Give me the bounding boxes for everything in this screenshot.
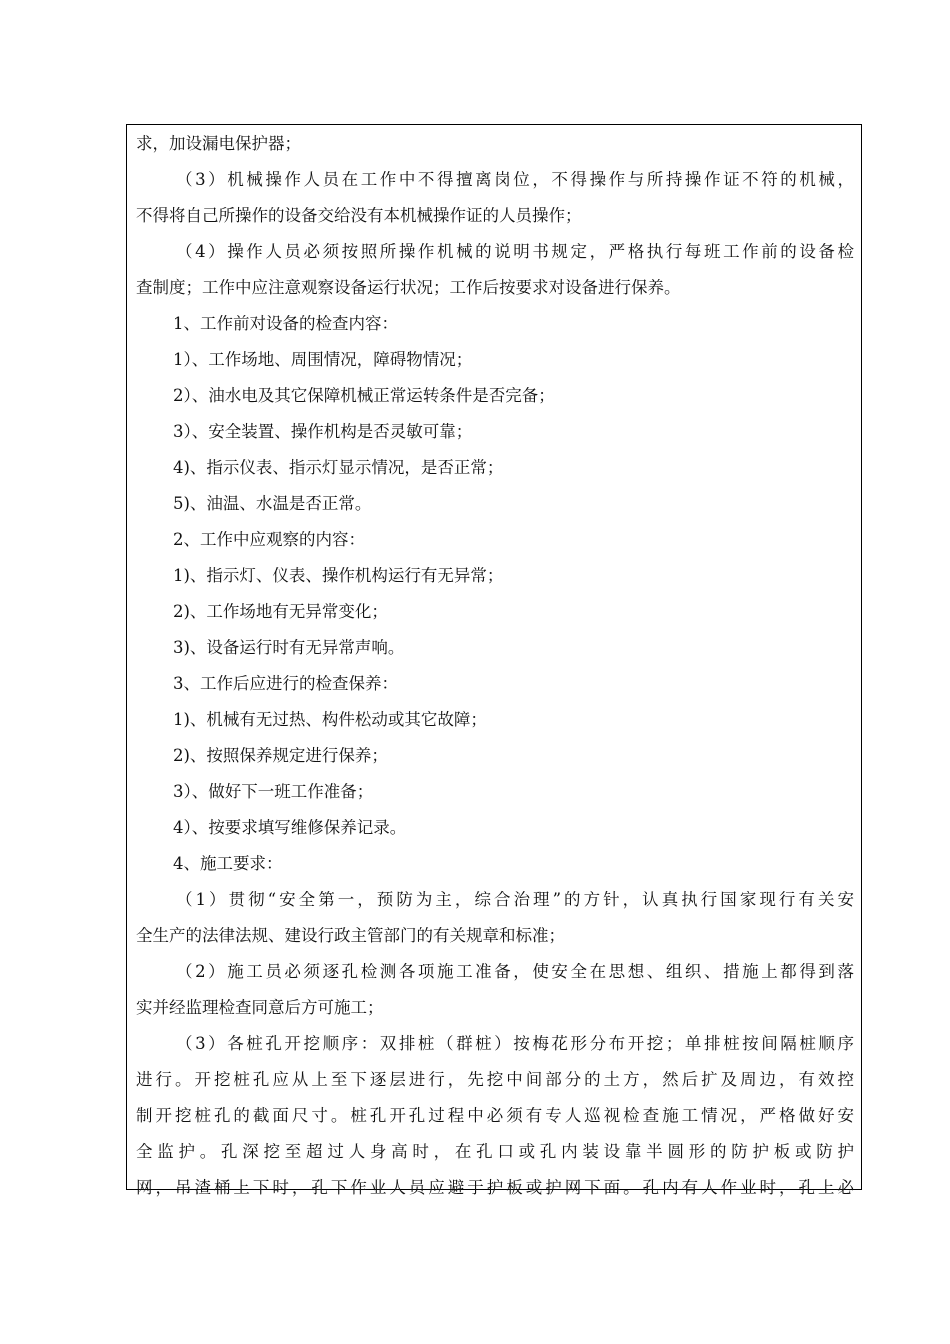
text-line: 网，吊渣桶上下时，孔下作业人员应避于护板或护网下面。孔内有人作业时，孔上必 xyxy=(136,1178,854,1197)
list-item: 1）、工作场地、周围情况，障碍物情况； xyxy=(173,350,473,369)
list-item: 4、施工要求： xyxy=(173,854,283,873)
list-item: 2)、按照保养规定进行保养； xyxy=(173,746,388,765)
text-line: 进行。开挖桩孔应从上至下逐层进行，先挖中间部分的土方，然后扩及周边，有效控 xyxy=(136,1070,854,1089)
text-line: （3）各桩孔开挖顺序：双排桩（群桩）按梅花形分布开挖；单排桩按间隔桩顺序 xyxy=(176,1034,854,1053)
list-item: 3）、安全装置、操作机构是否灵敏可靠； xyxy=(173,422,473,441)
list-item: 4)、指示仪表、指示灯显示情况，是否正常； xyxy=(173,458,504,477)
list-item: 2、工作中应观察的内容： xyxy=(173,530,365,549)
list-item: 3）、做好下一班工作准备； xyxy=(173,782,374,801)
text-line: 求，加设漏电保护器； xyxy=(136,134,301,153)
text-line: （4）操作人员必须按照所操作机械的说明书规定，严格执行每班工作前的设备检 xyxy=(176,242,854,261)
list-item: 2)、工作场地有无异常变化； xyxy=(173,602,388,621)
text-line: 制开挖桩孔的截面尺寸。桩孔开孔过程中必须有专人巡视检查施工情况，严格做好安 xyxy=(136,1106,854,1125)
text-line: 全监护。孔深挖至超过人身高时，在孔口或孔内装设靠半圆形的防护板或防护 xyxy=(136,1142,854,1161)
document-body xyxy=(136,126,854,1206)
text-line: 查制度；工作中应注意观察设备运行状况；工作后按要求对设备进行保养。 xyxy=(136,278,681,297)
text-line: （2）施工员必须逐孔检测各项施工准备，使安全在思想、组织、措施上都得到落 xyxy=(176,962,854,981)
list-item: 1)、指示灯、仪表、操作机构运行有无异常； xyxy=(173,566,504,585)
list-item: 3、工作后应进行的检查保养： xyxy=(173,674,398,693)
text-line: 实并经监理检查同意后方可施工； xyxy=(136,998,384,1017)
text-line: （1）贯彻“安全第一，预防为主，综合治理”的方针，认真执行国家现行有关安 xyxy=(176,890,854,909)
list-item: 1、工作前对设备的检查内容： xyxy=(173,314,398,333)
text-line: 全生产的法律法规、建设行政主管部门的有关规章和标准； xyxy=(136,926,565,945)
list-item: 5)、油温、水温是否正常。 xyxy=(173,494,372,513)
list-item: 2）、油水电及其它保障机械正常运转条件是否完备； xyxy=(173,386,555,405)
list-item: 3)、设备运行时有无异常声响。 xyxy=(173,638,405,657)
text-line: 不得将自己所操作的设备交给没有本机械操作证的人员操作； xyxy=(136,206,582,225)
list-item: 1)、机械有无过热、构件松动或其它故障； xyxy=(173,710,487,729)
list-item: 4）、按要求填写维修保养记录。 xyxy=(173,818,407,837)
text-line: （3）机械操作人员在工作中不得擅离岗位，不得操作与所持操作证不符的机械， xyxy=(176,170,854,189)
